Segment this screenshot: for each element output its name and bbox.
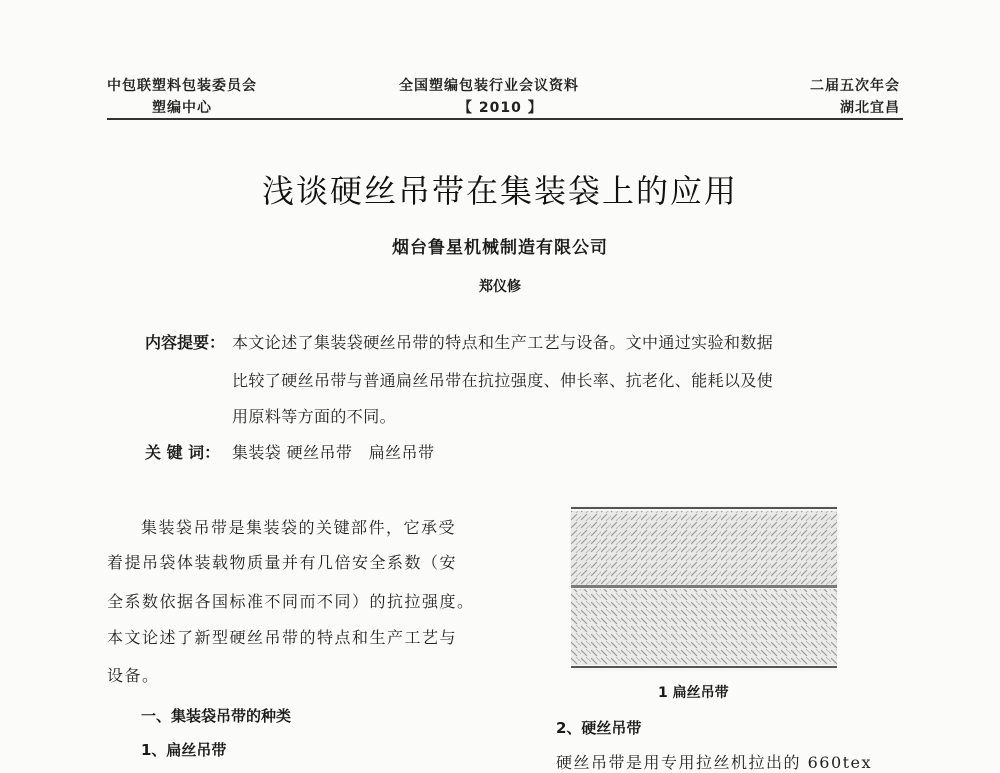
flat-yarn-strap-figure <box>571 505 837 671</box>
body-partial-line: 硬丝吊带是用专用拉丝机拉出的 660tex <box>556 753 873 772</box>
abstract-line-3: 用原料等方面的不同。 <box>232 407 397 426</box>
abstract-line-1: 本文论述了集装袋硬丝吊带的特点和生产工艺与设备。文中通过实验和数据 <box>232 333 774 352</box>
body-line-4: 本文论述了新型硬丝吊带的特点和生产工艺与 <box>107 628 458 647</box>
header-center-line2: 【 2010 】 <box>458 100 543 116</box>
subsection-1-heading: 1、扁丝吊带 <box>141 741 227 759</box>
body-line-3: 全系数依据各国标准不同而不同）的抗拉强度。 <box>107 592 475 611</box>
body-line-2: 着提吊袋体装载物质量并有几倍安全系数（安 <box>107 553 458 572</box>
abstract-label: 内容提要： <box>145 333 226 352</box>
abstract-line-2: 比较了硬丝吊带与普通扁丝吊带在抗拉强度、伸长率、抗老化、能耗以及使 <box>232 371 774 390</box>
body-line-1: 集装袋吊带是集装袋的关键部件，它承受 <box>141 518 457 537</box>
header-rule <box>107 118 903 120</box>
company-name: 烟台鲁星机械制造有限公司 <box>392 238 608 258</box>
header-center-line1: 全国塑编包装行业会议资料 <box>399 78 579 94</box>
subsection-2-heading: 2、硬丝吊带 <box>556 719 642 737</box>
header-right-line1: 二届五次年会 <box>810 78 900 94</box>
header-right-line2: 湖北宜昌 <box>840 100 900 116</box>
author-name: 郑仪修 <box>479 279 521 295</box>
section-1-heading: 一、集装袋吊带的种类 <box>141 707 292 725</box>
keywords-label: 关 键 词： <box>145 443 221 462</box>
body-line-5: 设备。 <box>107 666 160 685</box>
paper-title: 浅谈硬丝吊带在集装袋上的应用 <box>261 172 738 210</box>
header-left-line1: 中包联塑料包装委员会 <box>107 78 257 94</box>
figure-caption: 1 扁丝吊带 <box>658 685 729 701</box>
woven-strap-photo-icon <box>571 505 837 671</box>
keywords-value: 集装袋 硬丝吊带 扁丝吊带 <box>232 443 435 462</box>
header-left-line2: 塑编中心 <box>152 100 212 116</box>
